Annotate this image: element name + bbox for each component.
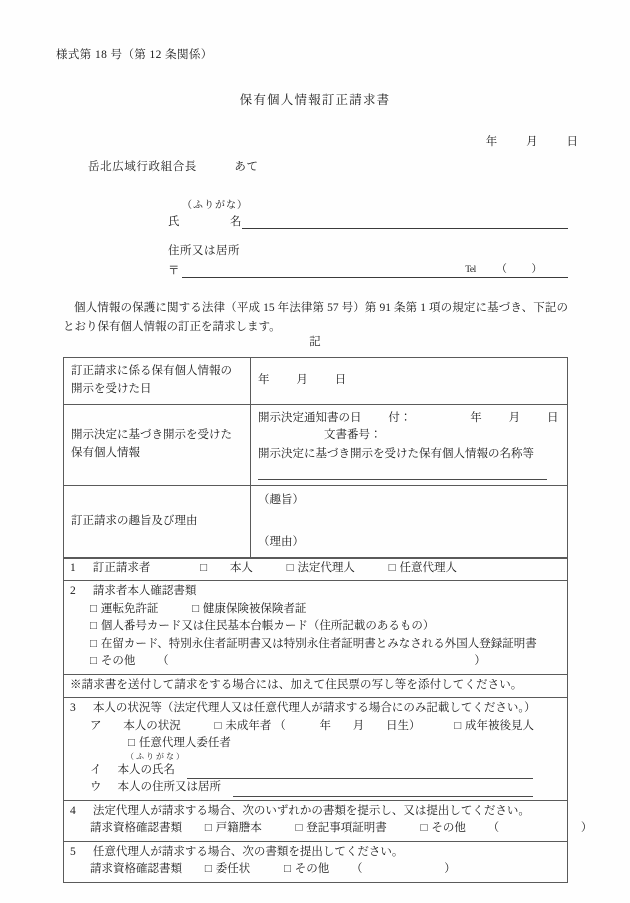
minor-dob-paren-open: （ [274, 719, 286, 732]
applicant-name-label: 氏 名 [168, 216, 242, 228]
table-row [64, 358, 568, 405]
table-row [64, 558, 568, 581]
submission-date-line [486, 133, 578, 149]
date-day-label: 日 [566, 136, 578, 148]
checkbox-requester-voluntary-agent[interactable]: □ [388, 562, 396, 574]
notice-day-label: 日 [547, 411, 559, 424]
notice-month-label: 月 [508, 411, 521, 424]
section-3-title-row [70, 700, 561, 717]
section-3-cell [64, 698, 568, 800]
checkbox-registry-certificate[interactable]: □ [295, 822, 303, 835]
minor-dob-day: 日生） [385, 719, 421, 732]
checkbox-other-legal-doc[interactable]: □ [420, 822, 428, 835]
form-code: 様式第 18 号（第 12 条関係） [56, 49, 213, 61]
telephone-label: Tel [465, 265, 476, 275]
applicant-address-row [168, 262, 568, 278]
date-month-label: 月 [526, 136, 538, 148]
applicant-address-label: 住所又は居所 [168, 245, 240, 257]
section-2-title-row [70, 583, 561, 600]
checkbox-family-register[interactable]: □ [204, 822, 212, 835]
section-2-other-row [70, 653, 561, 670]
section-3-item-c-label: 本人の住所又は居所 [117, 781, 221, 794]
section-5-title: 任意代理人が請求する場合、次の書類を提出してください。 [92, 845, 404, 858]
section-3-item-b-label: 本人の氏名 [117, 763, 175, 776]
checkbox-minor[interactable]: □ [214, 719, 222, 732]
label-requester-legal-agent: 法定代理人 [297, 562, 355, 574]
checkbox-power-of-attorney[interactable]: □ [204, 863, 212, 876]
checkbox-voluntary-agent-principal[interactable]: □ [128, 737, 135, 750]
section-3-item-a-row2 [70, 735, 561, 752]
section-2-options-row-3 [70, 636, 561, 653]
section-5-number: 5 [70, 845, 76, 858]
disclosure-day-label: 日 [334, 373, 347, 386]
section-3-item-a-row [70, 718, 561, 735]
table-row [64, 581, 568, 674]
checkbox-requester-legal-agent[interactable]: □ [286, 562, 294, 574]
section-4-number: 4 [70, 804, 76, 817]
disclosed-info-label: 開示決定に基づき開示を受けた保有個人情報 [64, 404, 251, 485]
section-3-number: 3 [70, 702, 76, 715]
section-1-cell [64, 558, 568, 581]
reason-label: （理由） [258, 536, 304, 549]
label-power-of-attorney: 委任状 [215, 863, 251, 876]
furigana-label: （ふりがな） [182, 200, 248, 211]
checkbox-mynumber-card[interactable]: □ [90, 620, 97, 633]
section-2-options-row-2 [70, 618, 561, 635]
label-other-legal-doc: その他 [431, 822, 466, 835]
section-3-item-b-row [70, 762, 561, 779]
section-2-number: 2 [70, 585, 76, 598]
notice-date-suffix: 付： [388, 411, 412, 424]
disclosed-info-name-label: 開示決定に基づき開示を受けた保有個人情報の名称等 [258, 448, 534, 461]
table-row [64, 486, 568, 559]
verification-checklist-table [63, 557, 593, 883]
label-minor: 未成年者 [225, 719, 272, 732]
other-id-paren-open: （ [157, 655, 169, 668]
other-id-paren-close: ） [474, 655, 486, 668]
purpose-reason-value[interactable] [251, 486, 568, 559]
table-row [64, 698, 568, 800]
date-year-label: 年 [485, 136, 498, 148]
page-title: 保有個人情報訂正請求書 [239, 93, 391, 107]
request-details-table [63, 357, 568, 559]
addressee-organization: 岳北広域行政組合長 [88, 161, 197, 173]
applicant-name-input[interactable] [242, 214, 568, 229]
label-other-voluntary-doc: その他 [294, 863, 330, 876]
notice-year-label: 年 [470, 411, 482, 424]
telephone-field[interactable] [465, 261, 542, 276]
applicant-address-input[interactable] [182, 262, 568, 278]
label-adult-ward: 成年被後見人 [465, 719, 535, 732]
legal-basis-paragraph: 個人情報の保護に関する法律（平成 15 年法律第 57 号）第 91 条第 1 項の規定に基づき、下記のとおり保有個人情報の訂正を請求します。 [63, 302, 568, 333]
notice-date-label: 開示決定通知書の日 [258, 411, 362, 424]
section-4-title-row [70, 803, 561, 820]
applicant-block [168, 196, 568, 278]
label-other-id: その他 [100, 655, 136, 668]
label-residence-card: 在留カード、特別永住者証明書又は特別永住者証明書とみなされる外国人登録証明書 [100, 637, 537, 650]
section-3-furigana-label: （ふりがな） [126, 751, 186, 761]
table-row [64, 841, 568, 882]
ki-mark: 記 [309, 336, 321, 348]
label-registry-certificate: 登記事項証明書 [306, 822, 387, 835]
section-4-sub-label: 請求資格確認書類 [90, 822, 182, 835]
section-3-item-c-row [70, 779, 561, 796]
purpose-reason-label: 訂正請求の趣旨及び理由 [64, 486, 251, 559]
applicant-name-row [168, 213, 568, 229]
principal-address-input[interactable] [233, 782, 533, 797]
section-2-options-row-1 [70, 601, 561, 618]
section-4-options-row [70, 820, 593, 837]
section-3-title: 本人の状況等（法定代理人又は任意代理人が請求する場合にのみ記載してください。） [92, 702, 536, 715]
disclosure-year-label: 年 [258, 373, 270, 386]
disclosure-month-label: 月 [296, 373, 308, 386]
table-row [64, 674, 568, 697]
section-2-note-cell [64, 674, 568, 697]
other-voluntary-doc-paren-close: ） [444, 863, 456, 876]
checkbox-other-id[interactable]: □ [90, 655, 97, 668]
label-health-insurance-card: 健康保険被保険者証 [202, 602, 307, 615]
disclosure-date-label: 訂正請求に係る保有個人情報の開示を受けた日 [64, 358, 251, 405]
document-number-label: 文書番号： [324, 429, 382, 442]
label-voluntary-agent-principal: 任意代理人委任者 [138, 737, 231, 750]
postal-code-icon: 〒 [168, 265, 180, 277]
section-4-cell [64, 800, 593, 841]
section-5-sub-label: 請求資格確認書類 [90, 863, 182, 876]
section-3-item-b-mark: イ [90, 763, 102, 776]
disclosed-info-name-input[interactable] [258, 464, 547, 480]
section-3-item-a-label: 本人の状況 [123, 719, 181, 732]
telephone-paren-open: （ [496, 264, 529, 275]
checkbox-residence-card[interactable]: □ [90, 637, 97, 650]
section-1-number: 1 [70, 562, 76, 574]
minor-dob-year: 年 [319, 719, 331, 732]
checkbox-requester-self[interactable]: □ [200, 562, 208, 574]
other-legal-doc-paren-close: ） [580, 822, 593, 835]
section-1-title: 訂正請求者 [92, 562, 151, 574]
label-requester-self: 本人 [229, 562, 253, 574]
other-voluntary-doc-paren-open: （ [351, 863, 363, 876]
label-requester-voluntary-agent: 任意代理人 [399, 562, 457, 574]
addressee-suffix: あて [234, 161, 259, 173]
label-mynumber-card: 個人番号カード又は住民基本台帳カード（住所記載のあるもの） [100, 620, 435, 633]
other-legal-doc-paren-open: （ [487, 822, 500, 835]
checkbox-adult-ward[interactable]: □ [454, 719, 462, 732]
addressee [88, 158, 259, 174]
section-3-item-a-mark: ア [90, 719, 102, 732]
section-3-item-c-mark: ウ [90, 781, 102, 794]
section-2-cell [64, 581, 568, 674]
section-4-title: 法定代理人が請求する場合、次のいずれかの書類を提示し、又は提出してください。 [92, 804, 530, 817]
section-5-title-row [70, 844, 561, 861]
table-row [64, 404, 568, 485]
table-row [64, 800, 568, 841]
label-drivers-license: 運転免許証 [100, 602, 159, 615]
notice-date-row [258, 410, 560, 428]
minor-dob-month: 月 [352, 719, 365, 732]
section-2-note: ※請求書を送付して請求をする場合には、加えて住民票の写し等を添付してください。 [70, 678, 523, 691]
telephone-paren-close: ） [531, 264, 542, 275]
disclosure-date-value[interactable] [251, 358, 568, 405]
section-5-options-row [70, 861, 561, 878]
section-5-cell [64, 841, 568, 882]
label-family-register: 戸籍謄本 [215, 822, 262, 835]
checkbox-drivers-license[interactable]: □ [90, 602, 97, 615]
section-1-row [70, 560, 561, 577]
section-2-title: 請求者本人確認書類 [92, 585, 197, 598]
purpose-label: （趣旨） [258, 494, 304, 507]
checkbox-health-insurance-card[interactable]: □ [192, 602, 200, 615]
disclosed-info-value[interactable] [251, 404, 568, 485]
checkbox-other-voluntary-doc[interactable]: □ [283, 863, 291, 876]
principal-name-input[interactable] [187, 764, 533, 779]
